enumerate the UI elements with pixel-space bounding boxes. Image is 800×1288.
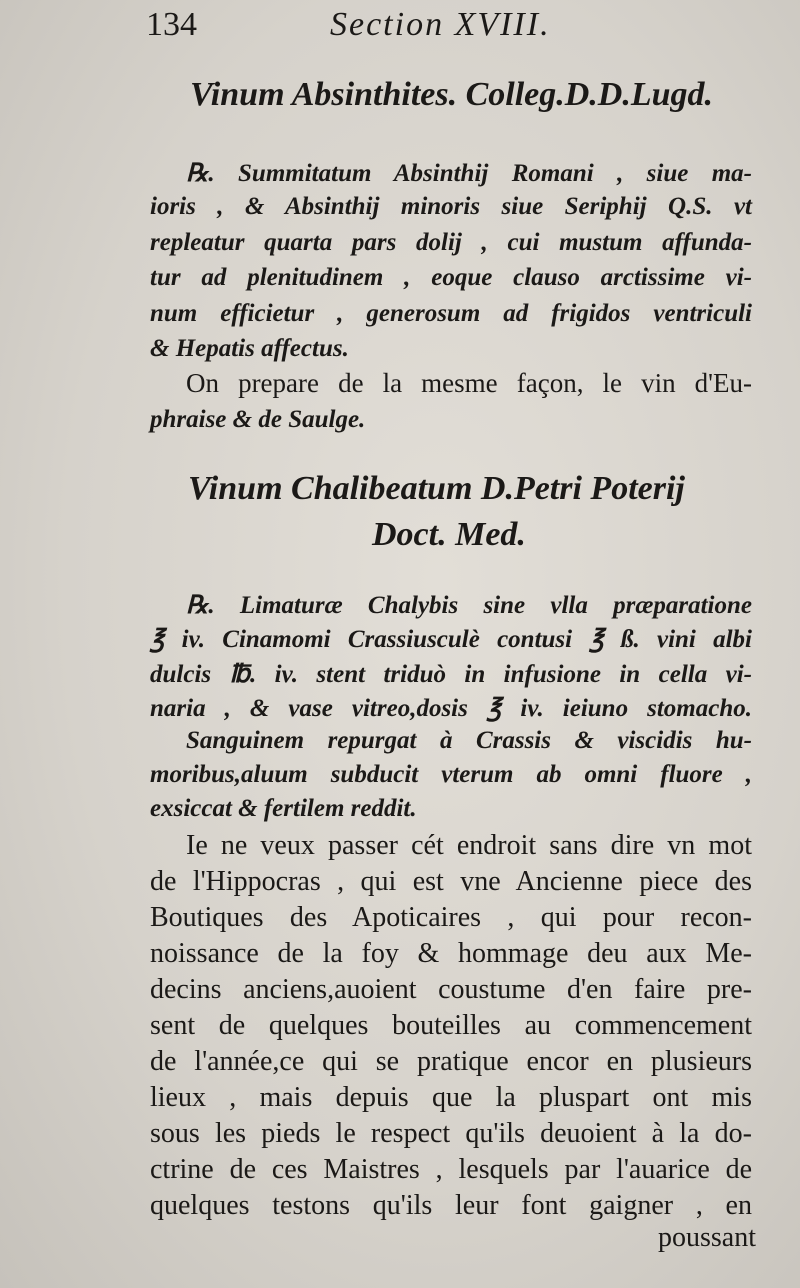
recipe-line: naria , & vase vitreo,dosis ℥ iv. ieiuno stomacho. [150, 695, 752, 722]
recipe-line: & Hepatis affectus. [150, 335, 349, 362]
section1-title: Vinum Absinthites. Colleg.D.D.Lugd. [190, 76, 714, 113]
recipe-line: num efficietur , generosum ad frigidos ventriculi [150, 300, 752, 327]
section2-title: Vinum Chalibeatum D.Petri Poterij [188, 470, 685, 507]
body-line: decins anciens,auoient coustume d'en faire pre- [150, 974, 752, 1005]
body-line: de l'année,ce qui se pratique encor en plusieurs [150, 1046, 752, 1077]
body-line: ctrine de ces Maistres , lesquels par l'auarice de [150, 1154, 752, 1185]
recipe-line: dulcis ℔. iv. stent triduò in infusione in cella vi- [150, 661, 752, 688]
body-line: lieux , mais depuis que la pluspart ont mis [150, 1082, 752, 1113]
french-line: On prepare de la mesme façon, le vin d'Eu- [186, 368, 752, 398]
body-line: de l'Hippocras , qui est vne Ancienne piece des [150, 866, 752, 897]
page-number: 134 [146, 6, 197, 43]
recipe-line: repleatur quarta pars dolij , cui mustum affunda- [150, 229, 752, 256]
recipe-line: ℞. Limaturæ Chalybis sine vlla præparatione [186, 592, 752, 619]
body-line: Boutiques des Apoticaires , qui pour recon- [150, 902, 752, 933]
recipe-line: moribus,aluum subducit vterum ab omni fluore , [150, 761, 752, 788]
catchword: poussant [658, 1222, 756, 1253]
recipe-line: ioris , & Absinthij minoris siue Seriphij Q.S. vt [150, 193, 752, 220]
recipe-line: tur ad plenitudinem , eoque clauso arctissime vi- [150, 264, 752, 291]
recipe-line: exsiccat & fertilem reddit. [150, 795, 417, 822]
body-line: sent de quelques bouteilles au commencement [150, 1010, 752, 1041]
recipe-line: ℥ iv. Cinamomi Crassiusculè contusi ℥ ß. vini albi [150, 626, 752, 653]
body-line: quelques testons qu'ils leur font gaigner , en [150, 1190, 752, 1221]
recipe-line: Sanguinem repurgat à Crassis & viscidis hu- [186, 727, 752, 754]
body-line: noissance de la foy & hommage deu aux Me- [150, 938, 752, 969]
body-line: sous les pieds le respect qu'ils deuoient à la do- [150, 1118, 752, 1149]
recipe-line: ℞. Summitatum Absinthij Romani , siue ma- [186, 160, 752, 187]
section2-title-line2: Doct. Med. [372, 516, 526, 553]
body-line: Ie ne veux passer cét endroit sans dire vn mot [186, 830, 752, 861]
french-line: phraise & de Saulge. [150, 406, 366, 433]
running-title: Section XVIII. [330, 6, 551, 43]
